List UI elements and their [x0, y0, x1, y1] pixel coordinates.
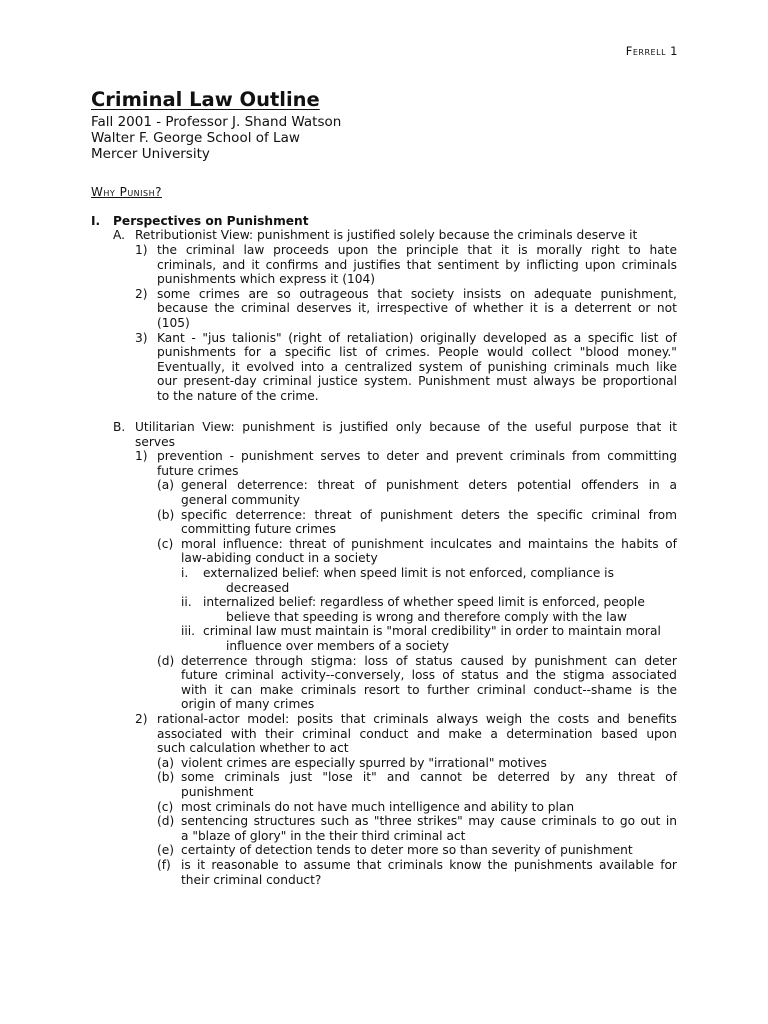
rational-actor-sub-number: (c) [157, 799, 174, 814]
retributionist-item-number: 2) [135, 286, 148, 301]
retributionist-item-line: punishments which express it (104) [157, 272, 375, 287]
rational-actor-item-line: such calculation whether to act [157, 741, 349, 756]
retributionist-item-line: (105) [157, 316, 190, 330]
moral-influence-sub-number: i. [181, 566, 189, 580]
rational-actor-sub-number: (f) [157, 858, 171, 872]
rational-actor-sub-line: their criminal conduct? [181, 872, 322, 887]
part-number: I. [91, 214, 101, 228]
prevention-sub-line: moral influence: threat of punishment inculcates and maintains the habits of [181, 536, 677, 551]
retributionist-heading: Retributionist View: punishment is justified solely because the criminals deserve it [135, 228, 638, 242]
running-header: Ferrell 1 [625, 44, 678, 58]
rational-actor-sub-line: a "blaze of glory" in the their third criminal act [181, 828, 466, 843]
retributionist-item-line: our present-day criminal justice system. Punishment must always be proportional [157, 374, 677, 389]
prevention-sub-number: (b) [157, 507, 175, 522]
rational-actor-sub-line: punishment [181, 785, 254, 799]
prevention-item-number: 1) [135, 449, 148, 464]
rational-actor-sub-line: most criminals do not have much intelligence and ability to plan [181, 799, 575, 814]
moral-influence-sub-line: believe that speeding is wrong and therefore comply with the law [226, 609, 627, 624]
moral-influence-sub-number: ii. [181, 595, 192, 610]
rational-actor-sub-number: (b) [157, 770, 175, 785]
part-heading: Perspectives on Punishment [113, 214, 309, 228]
moral-influence-sub-number: iii. [181, 624, 196, 639]
rational-actor-sub-line: certainty of detection tends to deter more so than severity of punishment [181, 843, 633, 858]
retributionist-item-line: because the criminal deserves it, irrespective of whether it is a deterrent or not [157, 301, 677, 316]
utilitarian-heading-line: Utilitarian View: punishment is justified only because of the useful purpose that it [135, 420, 677, 434]
prevention-sub-line: with it can make criminals resort to further criminal conduct--shame is the [181, 682, 677, 697]
prevention-sub-number: (c) [157, 536, 174, 551]
university-line: Mercer University [91, 146, 210, 162]
rational-actor-item-line: rational-actor model: posits that criminals always weigh the costs and benefits [157, 712, 677, 726]
moral-influence-sub-line: criminal law must maintain is "moral credibility" in order to maintain moral [203, 624, 661, 639]
prevention-sub-number: (d) [157, 653, 175, 668]
outline-letter-a: A. [113, 228, 125, 242]
outline-letter-b: B. [113, 420, 126, 434]
prevention-sub-line: committing future crimes [181, 522, 337, 537]
rational-actor-sub-number: (d) [157, 814, 175, 829]
moral-influence-sub-line: influence over members of a society [226, 639, 449, 653]
retributionist-item-number: 3) [135, 330, 148, 345]
prevention-item-line: future crimes [157, 463, 239, 478]
retributionist-item-line: some crimes are so outrageous that society insists on adequate punishment, [157, 286, 677, 301]
prevention-sub-line: origin of many crimes [181, 697, 315, 712]
prevention-sub-line: general community [181, 493, 300, 507]
course-line: Fall 2001 - Professor J. Shand Watson [91, 114, 342, 130]
prevention-sub-line: general deterrence: threat of punishment deters potential offenders in a [181, 478, 677, 493]
prevention-sub-number: (a) [157, 478, 174, 493]
retributionist-item-line: punishments for a specific list of crimes. People would collect "blood money." [157, 345, 677, 360]
utilitarian-heading-line: serves [135, 434, 175, 449]
prevention-sub-line: deterrence through stigma: loss of status caused by punishment can deter [181, 653, 677, 668]
section-heading: Why Punish? [91, 185, 162, 199]
retributionist-item-line: Eventually, it evolved into a centralized system of punishing criminals much like [157, 359, 677, 374]
rational-actor-sub-number: (e) [157, 843, 175, 858]
prevention-sub-line: specific deterrence: threat of punishment deters the specific criminal from [181, 507, 677, 522]
retributionist-item-line: Kant - "jus talionis" (right of retaliation) originally developed as a specific list of [157, 330, 677, 345]
rational-actor-sub-number: (a) [157, 755, 174, 770]
rational-actor-item-line: associated with their criminal conduct and make a determination based upon [157, 726, 677, 741]
rational-actor-item-number: 2) [135, 712, 148, 726]
retributionist-item-line: the criminal law proceeds upon the principle that it is morally right to hate [157, 243, 677, 257]
rational-actor-sub-line: some criminals just "lose it" and cannot be deterred by any threat of [181, 770, 677, 785]
school-line: Walter F. George School of Law [91, 130, 300, 146]
retributionist-item-line: criminals, and it confirms and justifies that sentiment by inflicting upon criminals [157, 257, 677, 272]
moral-influence-sub-line: decreased [226, 580, 290, 595]
prevention-item-line: prevention - punishment serves to deter and prevent criminals from committing [157, 449, 677, 464]
document-title: Criminal Law Outline [91, 88, 320, 111]
prevention-sub-line: future criminal activity--conversely, loss of status and the stigma associated [181, 668, 677, 683]
rational-actor-sub-line: sentencing structures such as "three strikes" may cause criminals to go out in [181, 814, 677, 829]
rational-actor-sub-line: violent crimes are especially spurred by "irrational" motives [181, 755, 547, 770]
retributionist-item-line: to the nature of the crime. [157, 389, 319, 403]
moral-influence-sub-line: internalized belief: regardless of whether speed limit is enforced, people [203, 595, 645, 610]
moral-influence-sub-line: externalized belief: when speed limit is not enforced, compliance is [203, 566, 614, 580]
rational-actor-sub-line: is it reasonable to assume that criminals know the punishments available for [181, 858, 677, 872]
prevention-sub-line: law-abiding conduct in a society [181, 551, 378, 566]
retributionist-item-number: 1) [135, 243, 148, 257]
